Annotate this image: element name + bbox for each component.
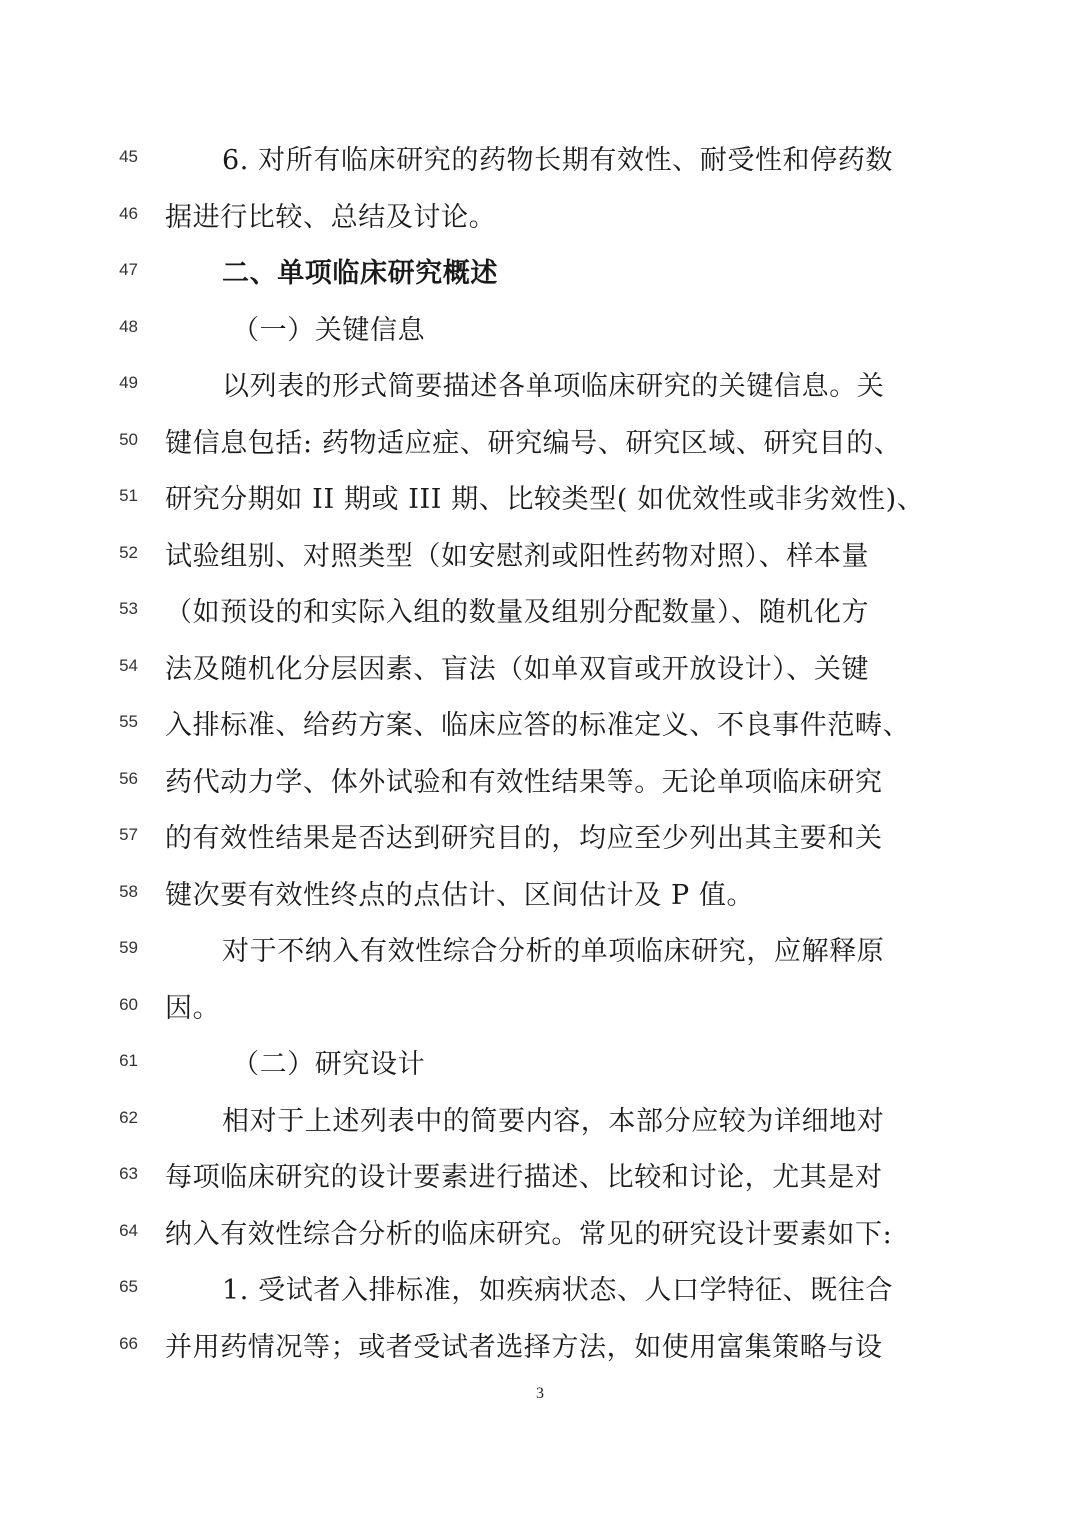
text-line: [0, 1150, 1080, 1206]
text-line: [0, 1207, 1080, 1263]
line-number: 64: [119, 1221, 138, 1240]
line-text: 入排标准、给药方案、临床应答的标准定义、不良事件范畴、: [165, 710, 911, 741]
text-line: [0, 190, 1080, 246]
line-number: 55: [119, 712, 138, 731]
line-text: 6. 对所有临床研究的药物长期有效性、耐受性和停药数: [222, 145, 893, 176]
text-line: [0, 416, 1080, 472]
line-number: 48: [119, 317, 138, 336]
line-text: 因。: [165, 993, 221, 1024]
text-line: [0, 1037, 1080, 1093]
text-line: [0, 133, 1080, 189]
section-heading: 二、单项临床研究概述: [222, 258, 498, 289]
text-line: [0, 1094, 1080, 1150]
text-line: [0, 924, 1080, 980]
line-number: 53: [119, 599, 138, 618]
line-text: 对于不纳入有效性综合分析的单项临床研究，应解释原: [222, 936, 885, 967]
line-number: 47: [119, 260, 138, 279]
line-number: 60: [119, 995, 138, 1014]
text-line: [0, 698, 1080, 754]
line-text: 键信息包括: 药物适应症、研究编号、研究区域、研究目的、: [165, 428, 902, 459]
text-line: [0, 359, 1080, 415]
text-line: [0, 303, 1080, 359]
text-line: [0, 529, 1080, 585]
line-number: 65: [119, 1277, 138, 1296]
line-number: 46: [119, 204, 138, 223]
text-line: [0, 1320, 1080, 1376]
line-text: 试验组别、对照类型（如安慰剂或阳性药物对照）、样本量: [165, 541, 870, 572]
line-text: 纳入有效性综合分析的临床研究。常见的研究设计要素如下:: [165, 1219, 893, 1250]
line-number: 59: [119, 938, 138, 957]
line-text: （如预设的和实际入组的数量及组别分配数量）、随机化方: [165, 597, 870, 628]
line-text: 法及随机化分层因素、盲法（如单双盲或开放设计）、关键: [165, 654, 870, 685]
line-number: 56: [119, 769, 138, 788]
text-line: [0, 246, 1080, 302]
line-number: 57: [119, 825, 138, 844]
text-line: [0, 585, 1080, 641]
line-number: 58: [119, 882, 138, 901]
subsection-heading: （一）关键信息: [232, 315, 426, 346]
line-text: 键次要有效性终点的点估计、区间估计及 P 值。: [165, 880, 755, 911]
text-line: [0, 472, 1080, 528]
line-text: 药代动力学、体外试验和有效性结果等。无论单项临床研究: [165, 767, 883, 798]
line-number: 45: [119, 147, 138, 166]
line-number: 54: [119, 656, 138, 675]
line-text: 每项临床研究的设计要素进行描述、比较和讨论，尤其是对: [165, 1162, 883, 1193]
line-number: 62: [119, 1108, 138, 1127]
line-text: 相对于上述列表中的简要内容，本部分应较为详细地对: [222, 1106, 885, 1137]
line-number: 66: [119, 1334, 138, 1353]
line-text: 1. 受试者入排标准，如疾病状态、人口学特征、既往合: [222, 1275, 893, 1306]
page-number: 3: [536, 1385, 544, 1402]
line-number: 61: [119, 1051, 138, 1070]
text-line: [0, 755, 1080, 811]
text-line: [0, 868, 1080, 924]
line-text: 研究分期如 II 期或 III 期、比较类型( 如优效性或非劣效性)、: [165, 484, 925, 515]
line-number: 49: [119, 373, 138, 392]
subsection-heading: （二）研究设计: [232, 1049, 426, 1080]
line-text: 据进行比较、总结及讨论。: [165, 202, 497, 233]
line-number: 52: [119, 543, 138, 562]
text-line: [0, 811, 1080, 867]
line-number: 63: [119, 1164, 138, 1183]
line-text: 并用药情况等；或者受试者选择方法，如使用富集策略与设: [165, 1332, 883, 1363]
line-number: 50: [119, 430, 138, 449]
line-text: 的有效性结果是否达到研究目的，均应至少列出其主要和关: [165, 823, 883, 854]
text-line: [0, 642, 1080, 698]
line-text: 以列表的形式简要描述各单项临床研究的关键信息。关: [222, 371, 885, 402]
text-line: [0, 981, 1080, 1037]
line-number: 51: [119, 486, 138, 505]
text-line: [0, 1263, 1080, 1319]
